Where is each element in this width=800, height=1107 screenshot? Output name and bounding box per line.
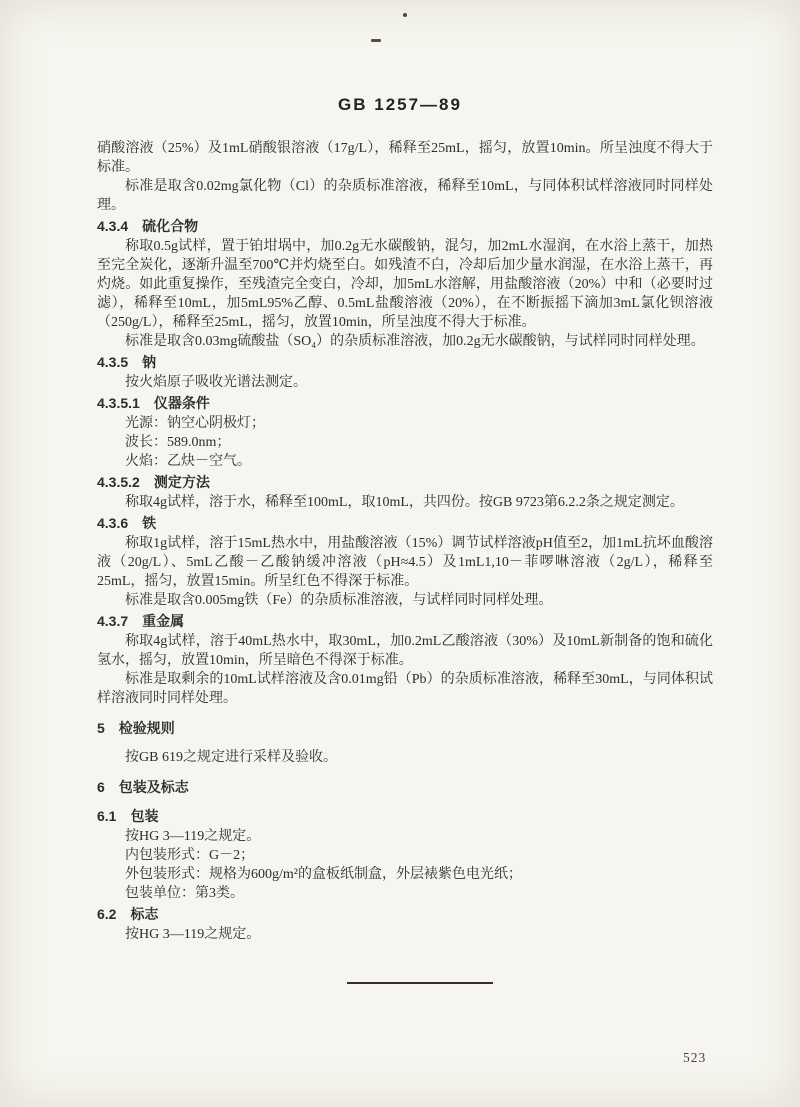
subsection-heading: 6.1 包装 <box>97 808 159 824</box>
paragraph: 标准是取含0.03mg硫酸盐（SO₄）的杂质标准溶液，加0.2g无水碳酸钠，与试样同时同样处理。 <box>125 334 705 349</box>
document-body <box>97 139 713 944</box>
standard-number-header: GB 1257—89 <box>338 95 462 114</box>
paragraph: 标准是取剩余的10mL试样溶液及含0.01mg铅（Pb）的杂质标准溶液，稀释至30mL，与同体积试样溶液同时同样处理。 <box>97 672 713 706</box>
paragraph: 包装单位：第3类。 <box>125 886 244 901</box>
paragraph: 硝酸溶液（25%）及1mL硝酸银溶液（17g/L），稀释至25mL，摇匀，放置10min。所呈浊度不得大于标准。 <box>97 141 713 175</box>
paragraph: 火焰：乙炔－空气。 <box>125 454 251 469</box>
paragraph: 称取4g试样，溶于水，稀释至100mL，取10mL，共四份。按GB 9723第6.2.2条之规定测定。 <box>125 495 684 510</box>
section-heading: 6 包装及标志 <box>97 779 189 795</box>
paragraph: 标准是取含0.005mg铁（Fe）的杂质标准溶液，与试样同时同样处理。 <box>125 593 553 608</box>
paragraph: 称取0.5g试样，置于铂坩埚中，加0.2g无水碳酸钠，混匀，加2mL水湿润，在水浴上蒸干，加热至完全炭化，逐渐升温至700℃并灼烧至白。如残渣不白，冷却后加少量水润湿，在水浴上蒸干，再灼烧。如此重复操作，至残渣完全变白，冷却，加5mL水溶解，用盐酸溶液（20%）中和（必要时过滤），稀释至10mL，加5mL95%乙醇、0.5mL盐酸溶液（20%），在不断振摇下滴加3mL氯化钡溶液（250g/L），稀释至25mL，摇匀，放置10min，所呈浊度不得大于标准。 <box>97 239 713 330</box>
subsection-heading: 4.3.4 硫化合物 <box>97 218 199 234</box>
subsection-heading: 6.2 标志 <box>97 906 159 922</box>
paragraph: 按GB 619之规定进行采样及验收。 <box>125 750 337 765</box>
page-number: 523 <box>683 1050 707 1065</box>
paragraph: 内包装形式：G－2； <box>125 848 255 863</box>
subsection-heading: 4.3.6 铁 <box>97 515 157 531</box>
paragraph: 光源：钠空心阴极灯； <box>125 416 265 431</box>
paragraph: 称取4g试样，溶于40mL热水中，取30mL，加0.2mL乙酸溶液（30%）及10mL新制备的饱和硫化氢水，摇匀，放置10min，所呈暗色不得深于标准。 <box>97 634 713 668</box>
paragraph: 按火焰原子吸收光谱法测定。 <box>125 375 307 390</box>
paragraph: 标准是取含0.02mg氯化物（Cl）的杂质标准溶液，稀释至10mL，与同体积试样溶液同时同样处理。 <box>97 179 713 213</box>
end-of-document-rule <box>347 982 493 984</box>
scan-dot-artifact <box>403 13 407 17</box>
paragraph: 称取1g试样，溶于15mL热水中，用盐酸溶液（15%）调节试样溶液pH值至2，加1mL抗坏血酸溶液（20g/L）、5mL乙酸－乙酸钠缓冲溶液（pH≈4.5）及1mL1,10－菲啰啉溶液（2g/L），稀释至25mL，摇匀，放置15min。所呈红色不得深于标准。 <box>97 536 713 589</box>
section-heading: 5 检验规则 <box>97 720 175 736</box>
paragraph: 按HG 3—119之规定。 <box>125 927 261 942</box>
subsection-heading: 4.3.5.2 测定方法 <box>97 474 210 490</box>
scan-dash-artifact <box>371 39 381 42</box>
subsection-heading: 4.3.5 钠 <box>97 354 157 370</box>
paragraph: 波长：589.0nm； <box>125 435 231 450</box>
subsection-heading: 4.3.5.1 仪器条件 <box>97 395 210 411</box>
subsection-heading: 4.3.7 重金属 <box>97 613 185 629</box>
paragraph: 按HG 3—119之规定。 <box>125 829 261 844</box>
paragraph: 外包装形式：规格为600g/m²的盒板纸制盒，外层裱紫色电光纸； <box>125 867 522 882</box>
